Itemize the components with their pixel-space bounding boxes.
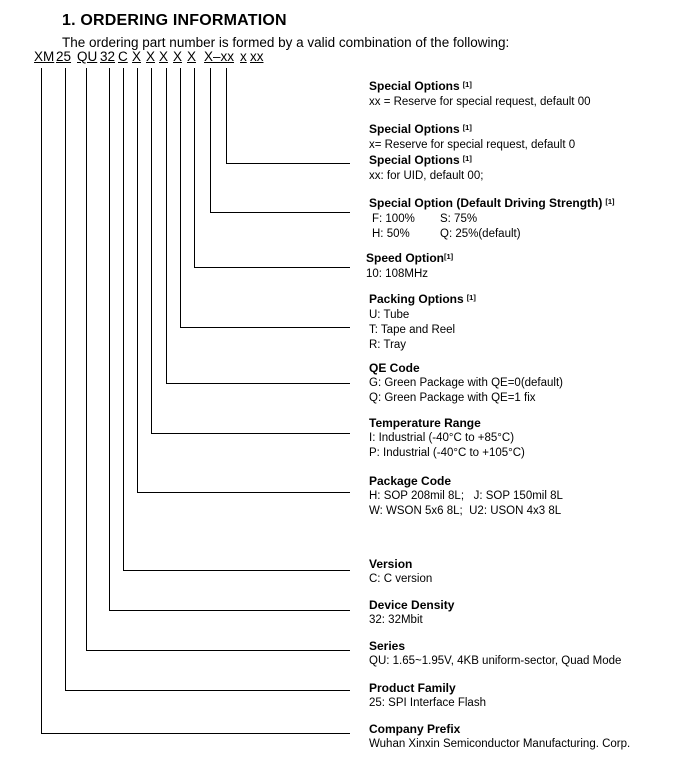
intro-text: The ordering part number is formed by a valid combination of the following: (62, 35, 510, 50)
footnote-mark: [1] (462, 80, 472, 89)
pn-segment-x6: X–xx (204, 49, 235, 64)
connector-driving (211, 68, 351, 213)
entry-line: P: Industrial (-40°C to +105°C) (369, 447, 525, 459)
entry-title: QE Code (369, 361, 420, 375)
footnote-mark: [1] (462, 154, 472, 163)
entry-line: R: Tray (369, 339, 407, 351)
entry-special-options-uid (369, 153, 483, 184)
pn-segment-qu: QU (77, 49, 98, 64)
entry-title: Device Density (369, 598, 455, 612)
connector-series (87, 68, 351, 651)
pn-segment-x4: X (173, 49, 183, 64)
entry-line: H: SOP 208mil 8L; J: SOP 150mil 8L (369, 490, 563, 502)
footnote-mark: [1] (605, 197, 615, 206)
entry-version (369, 557, 432, 587)
entry-package-code (369, 474, 563, 519)
entry-temperature-range (369, 416, 525, 461)
entry-line: 25: SPI Interface Flash (369, 697, 486, 709)
pn-segment-c: C (118, 49, 128, 64)
entry-line: T: Tape and Reel (369, 324, 456, 336)
entry-line: 32: 32Mbit (369, 614, 423, 626)
entry-title: Package Code (369, 474, 452, 488)
entry-cell: Q: 25%(default) (440, 228, 521, 240)
connector-uid (227, 68, 351, 164)
entry-title: Special Options (369, 79, 460, 93)
entry-title: Version (369, 557, 413, 571)
pn-segment-x5: X (187, 49, 197, 64)
pn-segment-x3: X (159, 49, 169, 64)
pn-segment-32: 32 (100, 49, 116, 64)
entry-line: QU: 1.65~1.95V, 4KB uniform-sector, Quad Mode (369, 655, 622, 667)
connector-temp (152, 68, 351, 434)
entry-title: Company Prefix (369, 722, 461, 736)
entry-cell: H: 50% (372, 228, 410, 240)
pn-segment-xx: xx (250, 49, 264, 64)
entry-line: W: WSON 5x6 8L; U2: USON 4x3 8L (369, 505, 562, 517)
connector-packing (181, 68, 351, 328)
entry-line: Wuhan Xinxin Semiconductor Manufacturing. Corp. (369, 738, 631, 750)
entry-title: Special Options (369, 153, 460, 167)
entry-qe-code (369, 361, 563, 406)
entry-device-density (369, 598, 454, 628)
connector-package (138, 68, 351, 493)
pn-segment-x7: x (240, 49, 247, 64)
pn-segment-x2: X (146, 49, 156, 64)
entry-title: Temperature Range (369, 416, 481, 430)
entry-series (369, 639, 621, 669)
entry-cell: S: 75% (440, 213, 478, 225)
entry-title: Series (369, 639, 406, 653)
entry-line: C: C version (369, 573, 433, 585)
entry-title: Speed Option (366, 251, 444, 265)
entry-title: Special Option (Default Driving Strength) (369, 196, 603, 210)
entry-line: G: Green Package with QE=0(default) (369, 377, 564, 389)
entry-line: x= Reserve for special request, default 0 (369, 139, 576, 151)
entry-driving-strength (369, 196, 615, 242)
pn-segment-xm: XM (34, 49, 55, 64)
connector-prefix (42, 68, 351, 734)
entry-speed-option (366, 251, 453, 282)
entry-company-prefix (369, 722, 630, 752)
entry-special-options-xx (369, 79, 591, 110)
entry-line: Q: Green Package with QE=1 fix (369, 392, 536, 404)
connector-family (66, 68, 351, 691)
entry-packing-options (369, 292, 476, 353)
entry-line: xx: for UID, default 00; (369, 170, 484, 182)
entry-product-family (369, 681, 486, 711)
pn-segment-25: 25 (56, 49, 72, 64)
entry-title: Special Options (369, 122, 460, 136)
entry-cell: F: 100% (372, 213, 415, 225)
footnote-mark: [1] (444, 252, 454, 261)
entry-title: Product Family (369, 681, 456, 695)
entry-line: xx = Reserve for special request, default 00 (369, 96, 591, 108)
connector-density (110, 68, 351, 611)
footnote-mark: [1] (462, 123, 472, 132)
connector-version (124, 68, 351, 571)
pn-segment-x1: X (132, 49, 142, 64)
entry-title: Packing Options (369, 292, 464, 306)
connector-speed (195, 68, 351, 268)
entry-line: U: Tube (369, 309, 410, 321)
entry-line: I: Industrial (-40°C to +85°C) (369, 432, 515, 444)
entry-special-options-x (369, 122, 575, 153)
section-heading: 1. ORDERING INFORMATION (62, 12, 287, 29)
entry-line: 10: 108MHz (366, 268, 429, 280)
footnote-mark: [1] (466, 293, 476, 302)
